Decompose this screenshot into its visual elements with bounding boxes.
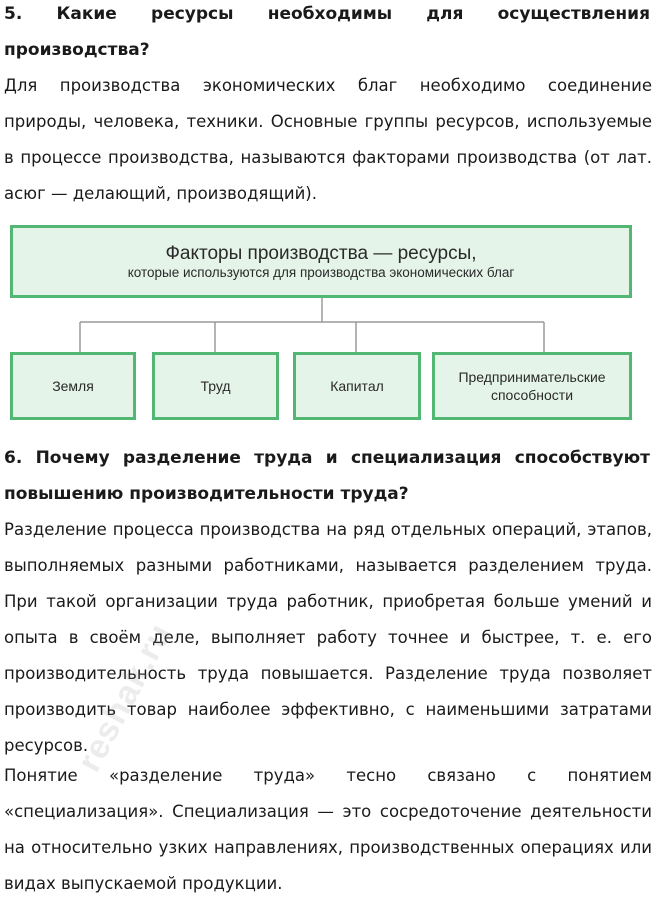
factor-land-label: Земля — [52, 377, 94, 394]
factors-main-title: Факторы производства — ресурсы, — [165, 242, 477, 264]
factor-entrepreneurship-label: Предпринимательские способности — [458, 368, 606, 403]
question-6-answer-paragraph-2: Понятие «разделение труда» тесно связано с понятием «специализация». Специализация — это сосредоточение деятельности на относительно узких направлениях, производственных операциях или видах выпускаемой продукции. — [4, 766, 652, 893]
factor-land-box — [10, 352, 136, 420]
factors-main-box — [10, 225, 632, 298]
watermark: reshak.ru — [70, 616, 180, 778]
factor-capital-label: Капитал — [330, 377, 384, 394]
factor-labor-box — [152, 352, 279, 420]
factor-labor-label: Труд — [200, 377, 231, 394]
question-5-heading: 5. Какие ресурсы необходимы для осуществления производства? — [4, 4, 650, 60]
factors-main-subtitle: которые используются для производства экономических благ — [127, 264, 515, 280]
factor-entrepreneurship-box — [432, 352, 632, 420]
question-5-answer: Для производства экономических благ необходимо соединение природы, человека, техники. Основные группы ресурсов, используемые в процессе производства, называются факторами производства (от лат. асюг — делающий, производящий). — [4, 76, 652, 203]
factor-capital-box — [293, 352, 421, 420]
question-6-heading: 6. Почему разделение труда и специализация способствуют повышению производительности труда? — [4, 448, 650, 504]
question-6-answer-paragraph-1: Разделение процесса производства на ряд отдельных операций, этапов, выполняемых разными работниками, называется разделением труда. При такой организации труда работник, приобретая больше умений и опыта в своём деле, выполняет работу точнее и быстрее, т. е. его производительность труда повышается. Разделение труда позволяет производить товар наиболее эффективно, с наименьшими затратами ресурсов. — [4, 520, 652, 755]
factors-of-production-diagram — [10, 225, 634, 421]
